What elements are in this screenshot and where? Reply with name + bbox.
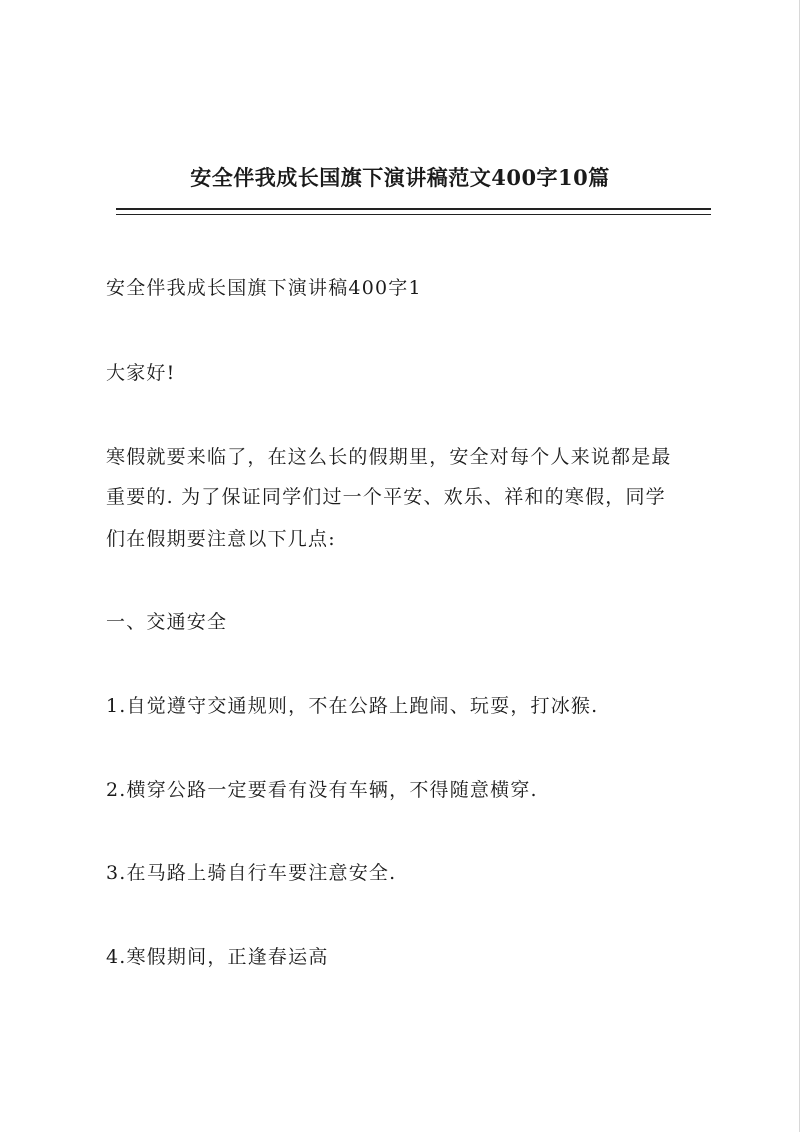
intro-line-1: 寒假就要来临了，在这么长的假期里，安全对每个人来说都是最 xyxy=(106,446,672,468)
title-rule-thin xyxy=(116,214,711,215)
title-rule-thick xyxy=(116,208,711,210)
list-item: 1.自觉遵守交通规则，不在公路上跑闹、玩耍，打冰猴. xyxy=(106,695,599,717)
subheading-traffic-safety: 一、交通安全 xyxy=(106,611,228,633)
greeting-line: 大家好! xyxy=(106,362,176,384)
intro-line-2: 重要的. 为了保证同学们过一个平安、欢乐、祥和的寒假，同学 xyxy=(106,486,666,508)
list-item: 3.在马路上骑自行车要注意安全. xyxy=(106,862,397,884)
section-heading: 安全伴我成长国旗下演讲稿400字1 xyxy=(106,277,422,299)
list-item: 4.寒假期间，正逢春运高 xyxy=(106,946,329,968)
intro-line-3: 们在假期要注意以下几点: xyxy=(106,528,336,550)
document-title: 安全伴我成长国旗下演讲稿范文400字10篇 xyxy=(190,165,610,190)
list-item: 2.横穿公路一定要看有没有车辆，不得随意横穿. xyxy=(106,779,538,801)
